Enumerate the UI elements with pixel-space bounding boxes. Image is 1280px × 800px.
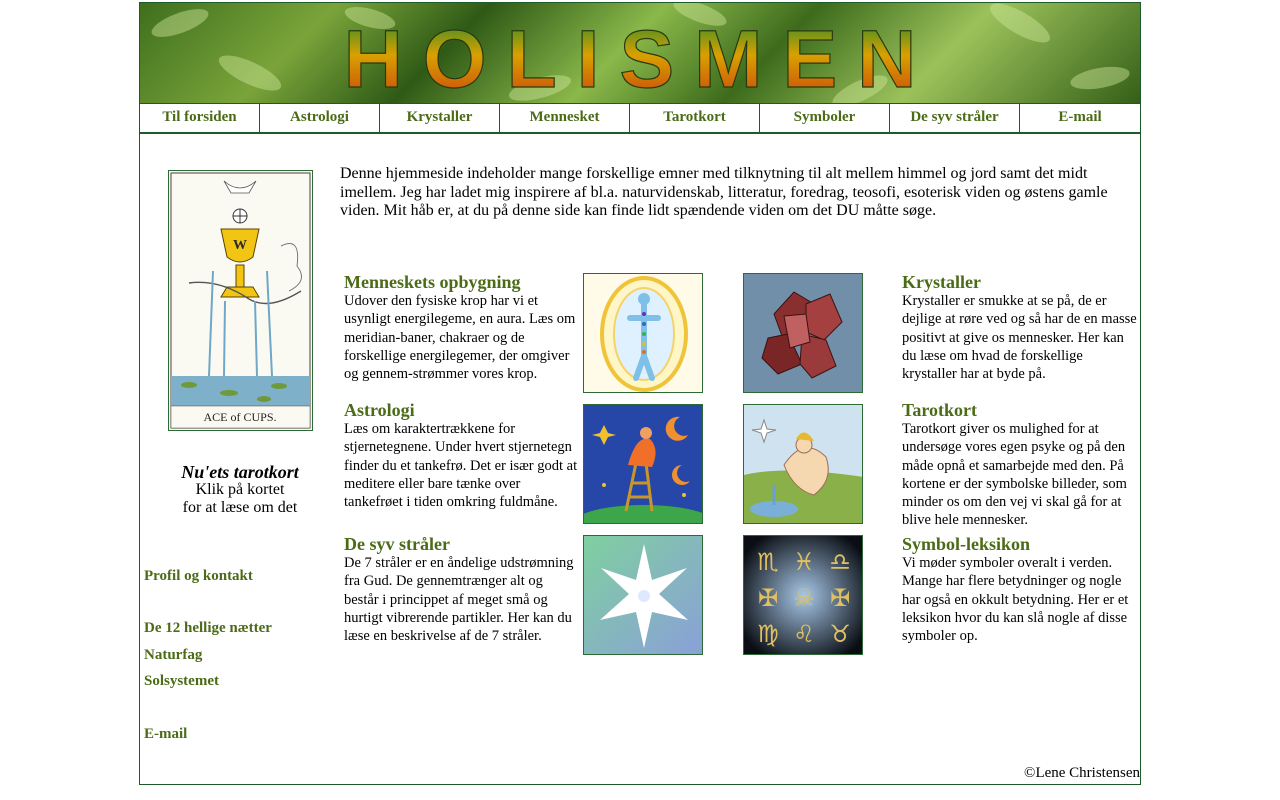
tarot-caption — [140, 463, 340, 517]
svg-text:✠: ✠ — [829, 584, 851, 612]
nav-syv-straaler[interactable]: De syv stråler — [890, 104, 1020, 132]
sidebar-link-profil[interactable]: Profil og kontakt — [144, 568, 253, 584]
tarot-thumbnail[interactable] — [743, 404, 863, 524]
copyright: ©Lene Christensen — [1024, 765, 1140, 781]
svg-text:♌: ♌ — [793, 620, 815, 648]
crystal-icon — [744, 274, 863, 393]
top-nav — [140, 103, 1140, 134]
topic-tarotkort-title[interactable]: Tarotkort — [902, 400, 978, 420]
topic-symbol-leksikon-text: Vi møder symboler overalt i verden. Mange har flere betydninger og nogle har også en okkult betydning. Her er et leksikon hvor du kan slå nogle af disse symboler op. — [902, 555, 1129, 645]
tarot-card-image[interactable] — [168, 170, 313, 431]
tarot-caption-title: Nu'ets tarotkort — [181, 462, 299, 482]
sidebar-link-naturfag[interactable]: Naturfag — [144, 647, 203, 663]
topic-menneskets — [344, 272, 580, 383]
zodiac-symbols-icon — [744, 536, 863, 655]
page-frame — [139, 2, 1141, 785]
topic-symbol-leksikon-title[interactable]: Symbol-leksikon — [902, 534, 1031, 554]
tarot-caption-line1: Klik på kortet — [195, 481, 285, 498]
nav-astrologi[interactable]: Astrologi — [260, 104, 380, 132]
topic-syv-straaler-text: De 7 stråler er en åndelige udstrømning fra Gud. De gennemtrænger alt og består i princippet af meget små og hurtigt vibrerende partikler. Her kan du læse en beskrivelse af de 7 stråler. — [344, 555, 574, 645]
sidebar-link-hellige-naetter[interactable]: De 12 hellige nætter — [144, 620, 272, 636]
svg-text:✠: ✠ — [757, 584, 779, 612]
nav-forsiden[interactable]: Til forsiden — [140, 104, 260, 132]
crystal-thumbnail[interactable] — [743, 273, 863, 393]
topic-krystaller — [902, 272, 1138, 383]
nav-mennesket[interactable]: Mennesket — [500, 104, 630, 132]
sidebar-link-email[interactable]: E-mail — [144, 726, 188, 742]
seven-point-star-icon — [584, 536, 703, 655]
topic-symbol-leksikon — [902, 534, 1138, 645]
aura-icon — [584, 274, 703, 393]
nav-tarotkort[interactable]: Tarotkort — [630, 104, 760, 132]
svg-text:W: W — [233, 238, 247, 253]
svg-text:♍: ♍ — [757, 620, 779, 648]
topic-astrologi — [344, 400, 580, 511]
topic-syv-straaler — [344, 534, 580, 645]
svg-text:♓: ♓ — [793, 548, 815, 576]
astrology-thumbnail[interactable] — [583, 404, 703, 524]
sidebar-link-solsystemet[interactable]: Solsystemet — [144, 673, 219, 689]
nav-symboler[interactable]: Symboler — [760, 104, 890, 132]
topic-astrologi-title[interactable]: Astrologi — [344, 400, 415, 420]
header-banner — [140, 3, 1140, 103]
topic-menneskets-title[interactable]: Menneskets opbygning — [344, 272, 521, 292]
topic-syv-straaler-title[interactable]: De syv stråler — [344, 534, 450, 554]
astrology-icon — [584, 405, 703, 524]
nav-email[interactable]: E-mail — [1058, 109, 1102, 125]
site-logo: HOLISMEN — [343, 14, 937, 103]
topic-astrologi-text: Læs om karaktertrækkene for stjernetegnene. Under hvert stjernetegn finder du et tankefrø. Det er især godt at meditere eller bare tænke over tankefrøet i tiden omkring fuldmåne. — [344, 421, 578, 511]
tarot-card-label: ACE of CUPS. — [203, 410, 277, 424]
topic-krystaller-text: Krystaller er smukke at se på, de er dejlige at røre ved og så har de en masse positivt at give os mennesker. Her kan du læse om hvad de forskellige krystaller har at byde på. — [902, 293, 1137, 383]
nav-krystaller[interactable]: Krystaller — [380, 104, 500, 132]
svg-text:♏: ♏ — [757, 548, 779, 576]
topic-tarotkort-text: Tarotkort giver os mulighed for at undersøge vores egen psyke og på den måde opnå et samarbejde med den. På kortene er der symbolske billeder, som minder os om den vej vi skal gå for at blive hele mennesker. — [902, 421, 1127, 529]
tarot-caption-line2: for at læse om det — [182, 499, 298, 516]
intro-text: Denne hjemmeside indeholder mange forskellige emner med tilknytning til alt mellem himmel og jord samt det midt imellem. Jeg har ladet mig inspirere af bl.a. naturvidenskab, litteratur, foredrag, teosofi, esoterisk viden og østens gamle viden. Mit håb er, at du på denne side kan finde lidt spændende viden om det DU måtte søge. — [340, 165, 1108, 219]
aura-thumbnail[interactable] — [583, 273, 703, 393]
svg-text:☠: ☠ — [793, 584, 815, 612]
rays-thumbnail[interactable] — [583, 535, 703, 655]
ace-of-cups-illustration — [169, 171, 312, 430]
svg-text:♉: ♉ — [829, 620, 851, 648]
topic-tarotkort — [902, 400, 1138, 530]
banner-foliage — [140, 3, 1140, 103]
symbols-thumbnail[interactable] — [743, 535, 863, 655]
star-card-icon — [744, 405, 863, 524]
topic-krystaller-title[interactable]: Krystaller — [902, 272, 981, 292]
svg-text:♎: ♎ — [829, 548, 851, 576]
topic-menneskets-text: Udover den fysiske krop har vi et usynligt energilegeme, en aura. Læs om meridian-baner, chakraer og de forskellige energilegemer, der omgiver og gennem-strømmer vores krop. — [344, 293, 576, 383]
